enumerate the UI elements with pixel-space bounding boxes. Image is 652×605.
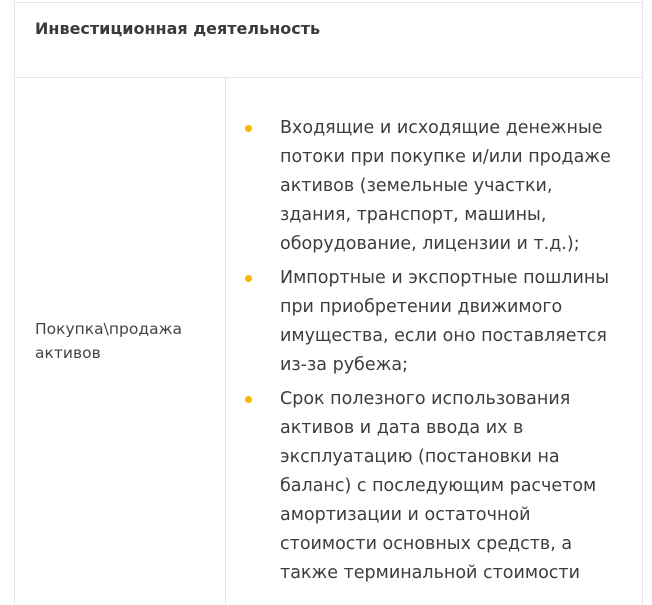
row-content-cell — [226, 78, 642, 605]
list-item — [280, 264, 625, 380]
list-item — [280, 385, 625, 588]
section-title: Инвестиционная деятельность — [35, 19, 321, 38]
bullet-dot-icon — [245, 396, 252, 403]
row-label: Покупка\продажа активов — [35, 320, 183, 362]
bullet-dot-icon — [245, 275, 252, 282]
info-table — [14, 0, 643, 605]
bullet-text: Импортные и экспортные пошлины при приобретении движимого имущества, если оно поставляется из-за рубежа; — [280, 268, 610, 375]
bullet-text: Входящие и исходящие денежные потоки при покупке и/или продаже активов (земельные участки, здания, транспорт, машины, оборудование, лицензии и т.д.); — [280, 118, 611, 254]
list-item — [280, 114, 625, 259]
bullet-dot-icon — [245, 125, 252, 132]
table-row — [15, 78, 642, 605]
bullet-text: Срок полезного использования активов и дата ввода их в эксплуатацию (постановки на баланс) с последующим расчетом амортизации и остаточной стоимости основных средств, а также терминальной стоимости — [280, 389, 597, 583]
bullet-list — [280, 114, 625, 593]
section-header-row — [15, 3, 642, 78]
row-label-cell — [15, 78, 226, 605]
